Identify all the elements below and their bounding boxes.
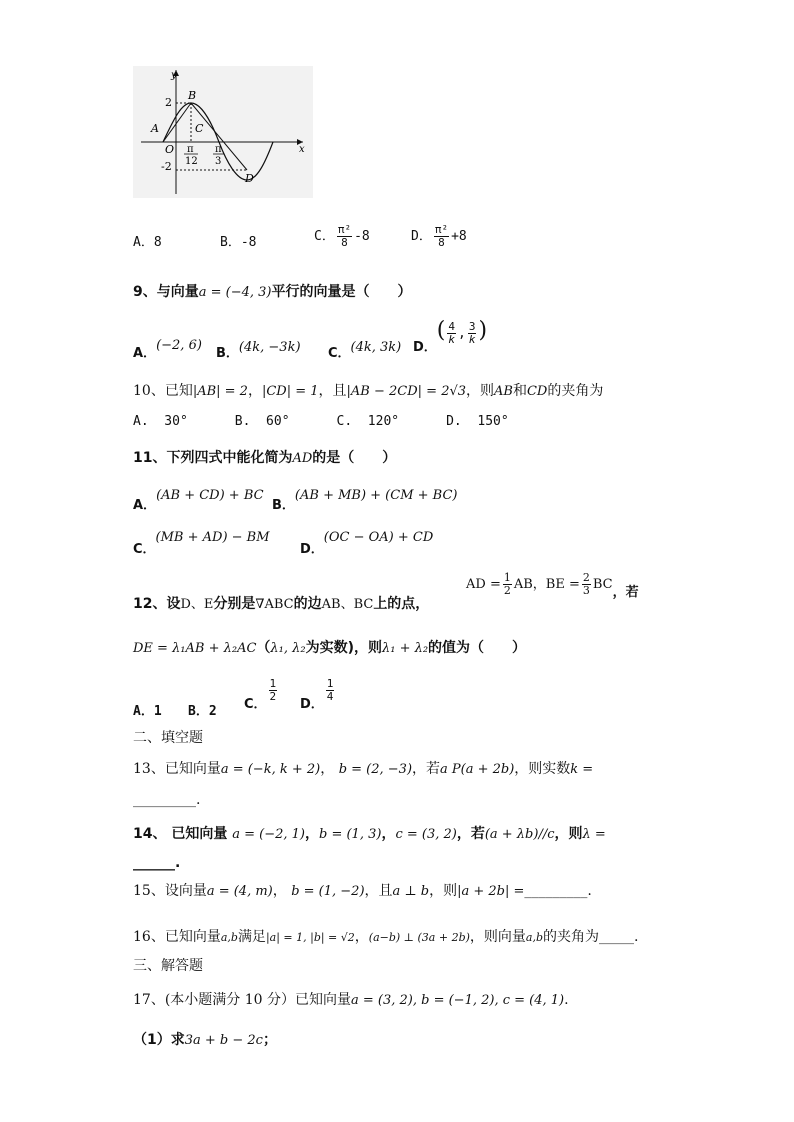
q16-stem: 16、已知向量a,b满足|a| = 1, |b| = √2，(a−b) ⊥ (3a + 2b)，则向量a,b的夹角为_____. <box>133 929 639 945</box>
origin-label: O <box>165 143 175 156</box>
x1-den: 12 <box>185 156 198 167</box>
y-top-label: 2 <box>165 96 172 109</box>
q9-option-b[interactable]: B．(4k, −3k) <box>216 340 301 361</box>
q11-option-c[interactable]: C．(MB + AD) − BM <box>133 530 270 557</box>
q15-stem: 15、设向量a = (4, m)， b = (1, −2)，且a ⊥ b，则|a + 2b| =_________. <box>133 883 592 899</box>
point-d-label: D <box>245 172 254 185</box>
q13-stem: 13、已知向量a = (−k, k + 2)， b = (2, −3)，若a P(a + 2b)，则实数k = <box>133 761 594 777</box>
q14-stem: 14、 已知向量 a = (−2, 1)，b = (1, 3)，c = (3, 2)，若(a + λb)//c，则λ = <box>133 826 606 842</box>
section-fill-in-heading: 二、填空题 <box>133 730 203 746</box>
q13-blank[interactable]: _________. <box>133 792 201 808</box>
q12-stem-line1: 12、设D、E分别是∇ABC的边AB、BC上的点， <box>133 596 430 612</box>
point-a-label: A <box>151 122 159 135</box>
point-b-label: B <box>188 89 197 102</box>
q11-stem: 11、下列四式中能化简为AD的是（ ） <box>133 450 397 466</box>
q17-part1: （1）求3a + b − 2c； <box>133 1032 277 1048</box>
q12-stem-line2: DE = λ₁AB + λ₂AC（λ₁, λ₂为实数)，则λ₁ + λ₂的值为（ ） <box>133 640 527 656</box>
q8-option-c[interactable]: C． $\frac{\text{π²}}{8}$ -8 <box>314 223 370 249</box>
function-graph <box>133 66 313 198</box>
q11-option-b[interactable]: B．(AB + MB) + (CM + BC) <box>272 488 458 513</box>
q12-option-d[interactable]: D． $\frac{1}{4}$ <box>300 677 334 712</box>
q9-stem: 9、与向量a = (−4, 3)平行的向量是（ ） <box>133 284 412 300</box>
y-label: y <box>171 70 177 81</box>
q9-option-a[interactable]: A．(−2, 6) <box>133 338 202 361</box>
q17-stem: 17、(本小题满分 10 分）已知向量a = (3, 2), b = (−1, 2), c = (4, 1). <box>133 992 569 1008</box>
q14-blank[interactable]: ______. <box>133 855 181 871</box>
q9-option-c[interactable]: C．(4k, 3k) <box>328 340 402 361</box>
q12-option-c[interactable]: C． $\frac{1}{2}$ <box>244 677 277 712</box>
q10-options[interactable]: A. 30° B. 60° C. 120° D. 150° <box>133 414 509 429</box>
q8-option-b[interactable]: B．-8 <box>220 235 257 250</box>
point-c-label: C <box>195 122 204 135</box>
q11-option-a[interactable]: A．(AB + CD) + BC <box>133 488 264 513</box>
q8-option-a[interactable]: A．8 <box>133 235 162 250</box>
section-solution-heading: 三、解答题 <box>133 958 203 974</box>
q8-option-d[interactable]: D． $\frac{\text{π²}}{8}$ +8 <box>411 223 467 249</box>
y-bot-label: -2 <box>161 160 172 173</box>
q12-option-a[interactable]: A．1 <box>133 704 162 719</box>
q10-stem: 10、已知|AB| = 2，|CD| = 1，且|AB − 2CD| = 2√3，则AB和CD的夹角为 <box>133 383 604 399</box>
q11-option-d[interactable]: D．(OC − OA) + CD <box>300 530 434 557</box>
sine-curve-figure <box>133 66 313 198</box>
q12-option-b[interactable]: B．2 <box>188 704 217 719</box>
x2-den: 3 <box>215 156 222 167</box>
x2-num: π <box>215 144 222 155</box>
x-label: x <box>299 144 305 155</box>
x1-num: π <box>187 144 194 155</box>
q12-ratios: AD = $\frac{1}{2}$ AB，BE = $\frac{2}{3}$ BC，若 <box>466 571 639 600</box>
q9-option-d[interactable]: D．( $\frac{4}{k}$ , $\frac{3}{k}$ ) <box>413 318 488 355</box>
